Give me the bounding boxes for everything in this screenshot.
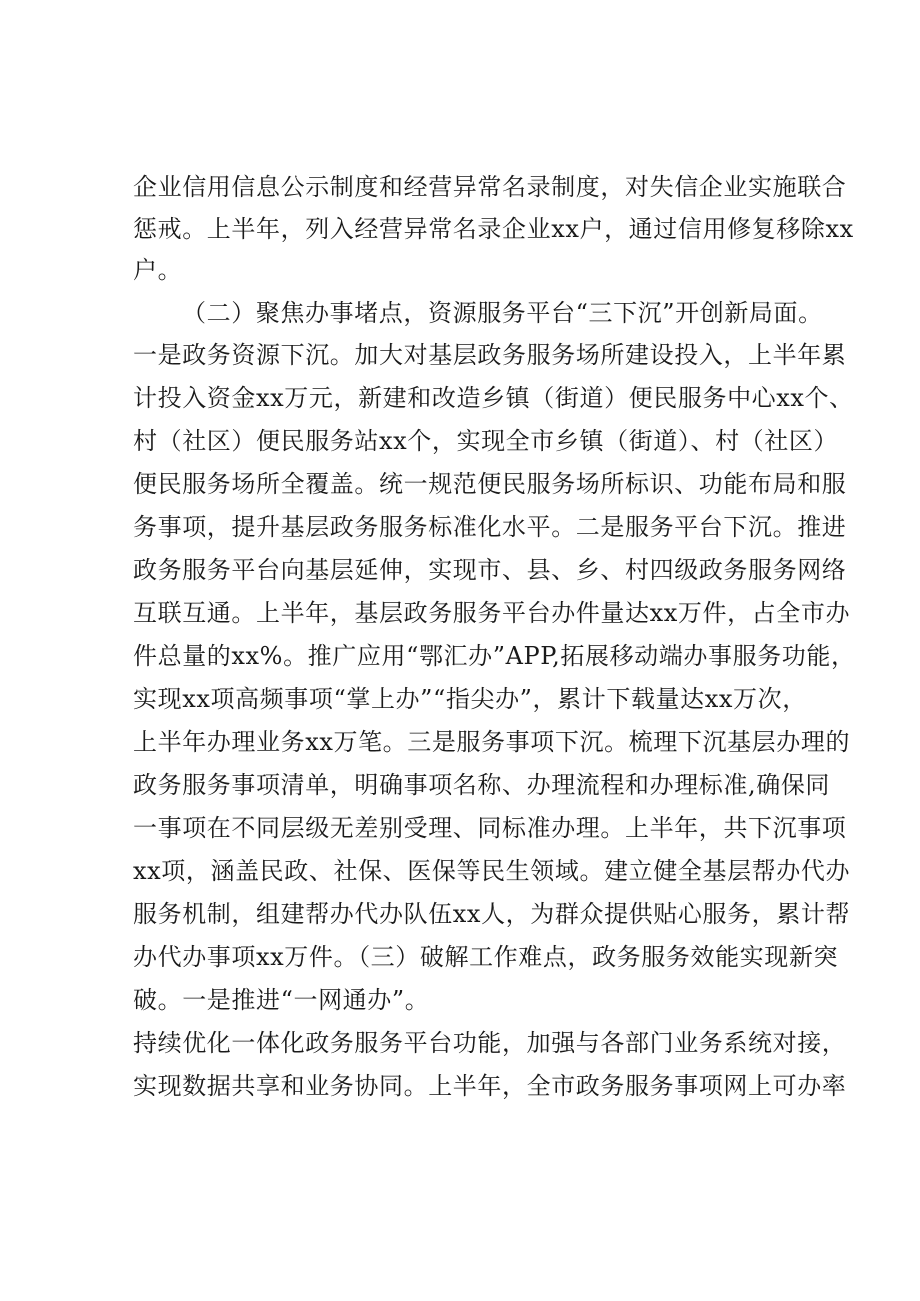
text-line: 上半年办理业务xx万笔。三是服务事项下沉。梳理下沉基层办理的 [133, 728, 851, 756]
text-line: 务事项，提升基层政务服务标准化水平。二是服务平台下沉。推进 [133, 513, 847, 541]
text-line: 持续优化一体化政务服务平台功能，加强与各部门业务系统对接， [133, 1029, 847, 1057]
text-line: xx项，涵盖民政、社保、医保等民生领域。建立健全基层帮办代办 [133, 857, 851, 885]
text-line: 服务机制，组建帮办代办队伍xx人，为群众提供贴心服务，累计帮 [133, 900, 851, 928]
text-line: 计投入资金xx万元，新建和改造乡镇（街道）便民服务中心xx个、 [133, 384, 854, 412]
text-line: 办代办事项xx万件。（三）破解工作难点，政务服务效能实现新突 [133, 943, 839, 971]
text-line: 户。 [133, 256, 183, 284]
text-line: 一是政务资源下沉。加大对基层政务服务场所建设投入，上半年累 [133, 341, 847, 369]
text-line: 破。一是推进“一网通办”。 [133, 986, 430, 1014]
text-line: 村（社区）便民服务站xx个，实现全市乡镇（街道）、村（社区） [133, 427, 839, 455]
text-line: 实现xx项高频事项“掌上办”“指尖办”，累计下载量达xx万次， [133, 685, 807, 713]
text-line: 政务服务平台向基层延伸，实现市、县、乡、村四级政务服务网络 [133, 556, 847, 584]
text-line: 企业信用信息公示制度和经营异常名录制度，对失信企业实施联合 [133, 173, 847, 201]
text-line: 便民服务场所全覆盖。统一规范便民服务场所标识、功能布局和服 [133, 470, 847, 498]
text-line: 实现数据共享和业务协同。上半年，全市政务服务事项网上可办率 [133, 1072, 847, 1100]
section-heading: （二）聚焦办事堵点，资源服务平台“三下沉”开创新局面。 [182, 299, 823, 327]
text-line: 政务服务事项清单，明确事项名称、办理流程和办理标准,确保同 [133, 771, 831, 799]
text-line: 一事项在不同层级无差别受理、同标准办理。上半年，共下沉事项 [133, 814, 847, 842]
text-line: 件总量的xx%。推广应用“鄂汇办”APP,拓展移动端办事服务功能， [133, 642, 856, 670]
text-line: 惩戒。上半年，列入经营异常名录企业xx户，通过信用修复移除xx [133, 215, 854, 243]
text-line: 互联互通。上半年，基层政务服务平台办件量达xx万件，占全市办 [133, 599, 851, 627]
